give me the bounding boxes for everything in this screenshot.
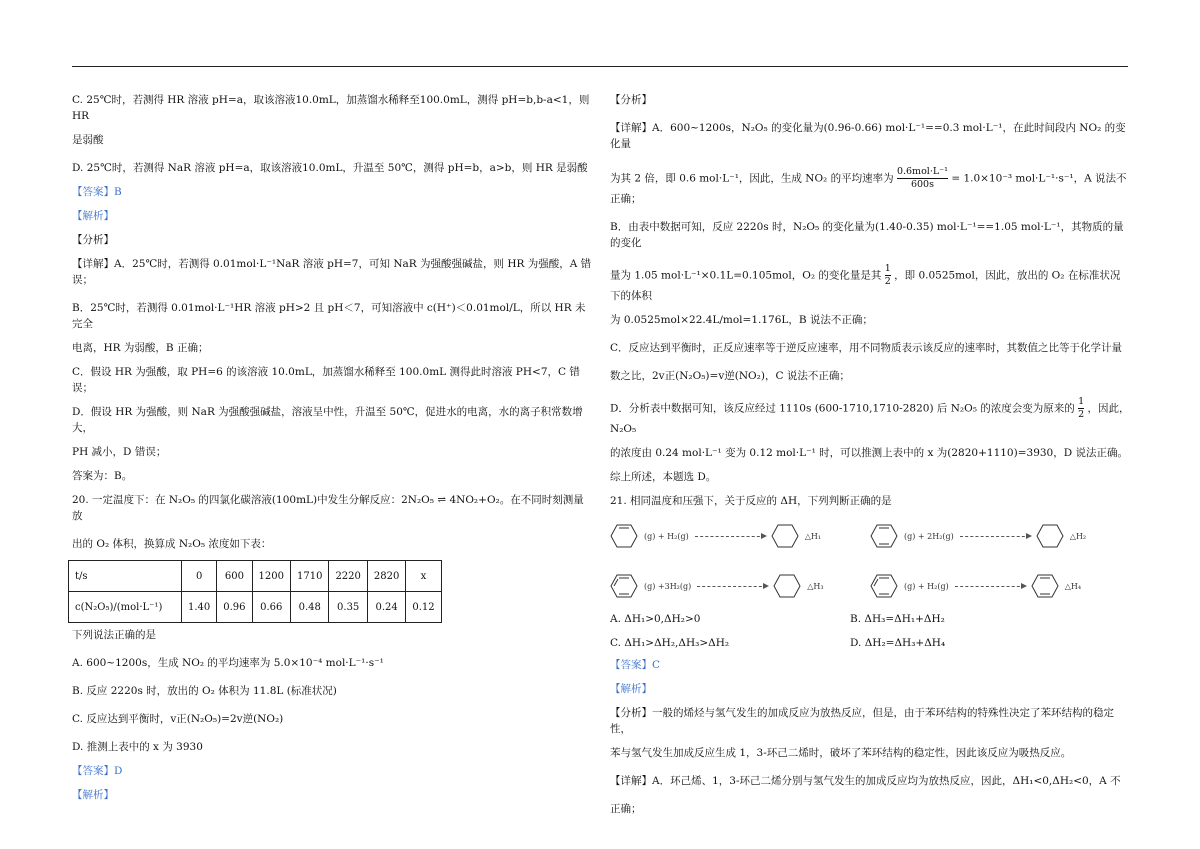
cyclohexane-icon	[1036, 524, 1064, 548]
fraction	[1078, 396, 1084, 421]
text-line	[610, 166, 1130, 207]
reaction-lhs: (g) + 2H₂(g)	[904, 531, 954, 541]
table-cell: 0.48	[290, 592, 328, 623]
reaction-grid	[610, 511, 1130, 611]
text-line: D. 25℃时，若测得 NaR 溶液 pH=a，取该溶液10.0mL，升温至 50℃，测得 pH=b，a>b，则 HR 是弱酸	[72, 162, 588, 174]
text-line: 的浓度由 0.24 mol·L⁻¹ 变为 0.12 mol·L⁻¹ 时，可以推测上表中的 x 为(2820+1110)=3930，D 说法正确。	[610, 447, 1128, 459]
fraction-numerator: 0.6mol·L⁻¹	[896, 166, 948, 177]
right-column	[610, 92, 1130, 817]
option-d: D. ΔH₂=ΔH₃+ΔH₄	[850, 637, 946, 649]
fraction-denominator: 2	[884, 276, 891, 287]
fraction	[897, 166, 948, 191]
table-cell: 0	[182, 561, 217, 592]
analysis-label: 【解析】	[72, 210, 114, 222]
text-span: = 1.0×10⁻³ mol·L⁻¹·s⁻¹，A 说法不正确；	[610, 172, 1127, 205]
option-a: A. ΔH₁>0,ΔH₂>0	[610, 613, 701, 625]
text-span: 为其 2 倍，即 0.6 mol·L⁻¹，因此，生成 NO₂ 的平均速率为	[610, 172, 894, 185]
text-span: D．分析表中数据可知，该反应经过 1110s (600-1710,1710-2820) 后 N₂O₅ 的浓度会变为原来的	[610, 402, 1075, 415]
data-table	[68, 560, 442, 623]
table-cell: 1.40	[182, 592, 217, 623]
text-line: C. 25℃时，若测得 HR 溶液 pH=a，取该溶液10.0mL，加蒸馏水稀释至100.0mL，测得 pH=b,b-a<1，则 HR	[72, 94, 590, 122]
reaction-lhs: (g) + H₂(g)	[644, 531, 689, 541]
cyclohexadiene-icon	[870, 524, 898, 548]
table-cell: 0.12	[406, 592, 441, 623]
reaction-dh: △H₄	[1064, 581, 1082, 591]
text-line: 【详解】A．25℃时，若测得 0.01mol·L⁻¹NaR 溶液 pH=7，可知 NaR 为强酸强碱盐，则 HR 为强酸，A 错误；	[72, 258, 592, 286]
table-cell: x	[406, 561, 441, 592]
reaction-4	[870, 561, 1130, 611]
text-span: 量为 1.05 mol·L⁻¹×0.1L=0.105mol，O₂ 的变化量是其	[610, 269, 882, 282]
answer-label: 【答案】B	[72, 186, 122, 198]
reaction-dh: △H₃	[807, 581, 824, 591]
text-line: 电离，HR 为弱酸，B 正确；	[72, 342, 209, 354]
text-line: 【分析】一般的烯烃与氢气发生的加成反应为放热反应，但是，由于苯环结构的特殊性决定了苯环结构的稳定性，	[610, 707, 1114, 735]
answer-label: 【答案】C	[610, 659, 661, 671]
table-cell: 1710	[290, 561, 328, 592]
left-column	[72, 92, 592, 803]
cyclohexane-icon	[771, 524, 799, 548]
table-cell: 2220	[329, 561, 367, 592]
analysis-label: 【解析】	[610, 683, 652, 695]
text-line: 下列说法正确的是	[72, 629, 156, 641]
table-row	[69, 561, 442, 592]
table-cell: t/s	[69, 561, 182, 592]
header-rule	[72, 66, 1128, 67]
table-row	[69, 592, 442, 623]
fraction	[885, 263, 891, 288]
text-span: ，即 0.0525mol，因此，放出的 O₂ 在标准状况下的体积	[610, 269, 1121, 302]
analysis-label: 【解析】	[72, 789, 114, 801]
option-d: D. 推测上表中的 x 为 3930	[72, 741, 203, 753]
text-line: C．反应达到平衡时，正反应速率等于逆反应速率，用不同物质表示该反应的速率时，其数值之比等于化学计量	[610, 342, 1123, 354]
option-b: B. 反应 2220s 时，放出的 O₂ 体积为 11.8L (标准状况)	[72, 685, 337, 697]
fraction-numerator: 1	[884, 263, 891, 274]
option-c: C. 反应达到平衡时，v正(N₂O₅)=2v逆(NO₂)	[72, 713, 284, 725]
answer-label: 【答案】D	[72, 765, 123, 777]
options-row	[610, 637, 1130, 649]
text-line: 综上所述，本题选 D。	[610, 471, 717, 483]
text-line: B．25℃时，若测得 0.01mol·L⁻¹HR 溶液 pH>2 且 pH＜7，可知溶液中 c(H⁺)＜0.01mol/L，所以 HR 未完全	[72, 302, 586, 330]
arrow-icon	[697, 586, 767, 587]
table-cell: 0.66	[252, 592, 290, 623]
fraction-denominator: 600s	[910, 179, 934, 190]
text-line: 正确；	[610, 803, 642, 815]
option-a: A. 600~1200s，生成 NO₂ 的平均速率为 5.0×10⁻⁴ mol·L⁻¹·s⁻¹	[72, 657, 384, 669]
text-line: 为 0.0525mol×22.4L/mol=1.176L，B 说法不正确；	[610, 314, 873, 326]
text-line: 出的 O₂ 体积，换算成 N₂O₅ 浓度如下表：	[72, 538, 272, 550]
text-line	[610, 263, 1130, 304]
analysis-heading: 【分析】	[72, 234, 114, 246]
table-cell: 0.35	[329, 592, 367, 623]
reaction-dh: △H₁	[804, 531, 822, 541]
text-line: 【详解】A．600~1200s，N₂O₅ 的变化量为(0.96-0.66) mol·L⁻¹==0.3 mol·L⁻¹，在此时间段内 NO₂ 的变化量	[610, 122, 1126, 150]
text-line	[610, 396, 1130, 437]
analysis-heading: 【分析】	[610, 94, 652, 106]
text-line: 答案为：B。	[72, 470, 133, 482]
table-cell: 2820	[367, 561, 405, 592]
text-line: C．假设 HR 为强酸，取 PH=6 的该溶液 10.0mL，加蒸馏水稀释至 100.0mL 测得此时溶液 PH<7，C 错误；	[72, 366, 580, 394]
cyclohexene-icon	[610, 524, 638, 548]
text-line: 是弱酸	[72, 134, 104, 146]
text-line: 【详解】A．环己烯、1，3-环己二烯分别与氢气发生的加成反应均为放热反应，因此，ΔH₁<0,ΔH₂<0，A 不	[610, 775, 1121, 787]
table-cell: 600	[217, 561, 252, 592]
text-line: 苯与氢气发生加成反应生成 1，3-环己二烯时，破坏了苯环结构的稳定性，因此该反应为吸热反应。	[610, 747, 1072, 759]
table-cell: 1200	[252, 561, 290, 592]
question-20: 20. 一定温度下：在 N₂O₅ 的四氯化碳溶液(100mL)中发生分解反应：2N₂O₅ ⇌ 4NO₂+O₂。在不同时刻测量放	[72, 494, 584, 522]
reaction-2	[870, 511, 1130, 561]
table-cell: 0.96	[217, 592, 252, 623]
table-cell: c(N₂O₅)/(mol·L⁻¹)	[69, 592, 182, 623]
text-span: ，因此，N₂O₅	[610, 402, 1130, 435]
text-line: B．由表中数据可知，反应 2220s 时，N₂O₅ 的变化量为(1.40-0.35) mol·L⁻¹==1.05 mol·L⁻¹，其物质的量的变化	[610, 221, 1124, 249]
question-21: 21. 相同温度和压强下，关于反应的 ΔH，下列判断正确的是	[610, 495, 892, 507]
fraction-denominator: 2	[1078, 409, 1085, 420]
options-row	[610, 613, 1130, 625]
table-cell: 0.24	[367, 592, 405, 623]
text-line: D．假设 HR 为强酸，则 NaR 为强酸强碱盐，溶液呈中性，升温至 50℃，促进水的电离，水的离子积常数增大，	[72, 406, 583, 434]
reaction-3	[610, 561, 870, 611]
benzene-icon	[610, 574, 638, 598]
arrow-icon	[955, 586, 1025, 587]
cyclohexane-icon	[773, 574, 801, 598]
reaction-1	[610, 511, 870, 561]
text-line: 数之比，2v正(N₂O₅)=v逆(NO₂)，C 说法不正确；	[610, 370, 850, 382]
arrow-icon	[695, 536, 765, 537]
option-c: C. ΔH₁>ΔH₂,ΔH₃>ΔH₂	[610, 637, 730, 649]
option-b: B. ΔH₃=ΔH₁+ΔH₂	[850, 613, 945, 625]
reaction-dh: △H₂	[1069, 531, 1087, 541]
reaction-lhs: (g) + H₂(g)	[904, 581, 949, 591]
fraction-numerator: 1	[1078, 396, 1085, 407]
text-line: PH 减小，D 错误；	[72, 446, 167, 458]
benzene-icon	[870, 574, 898, 598]
reaction-lhs: (g) +3H₂(g)	[644, 581, 692, 591]
cyclohexadiene-icon	[1031, 574, 1059, 598]
arrow-icon	[960, 536, 1030, 537]
